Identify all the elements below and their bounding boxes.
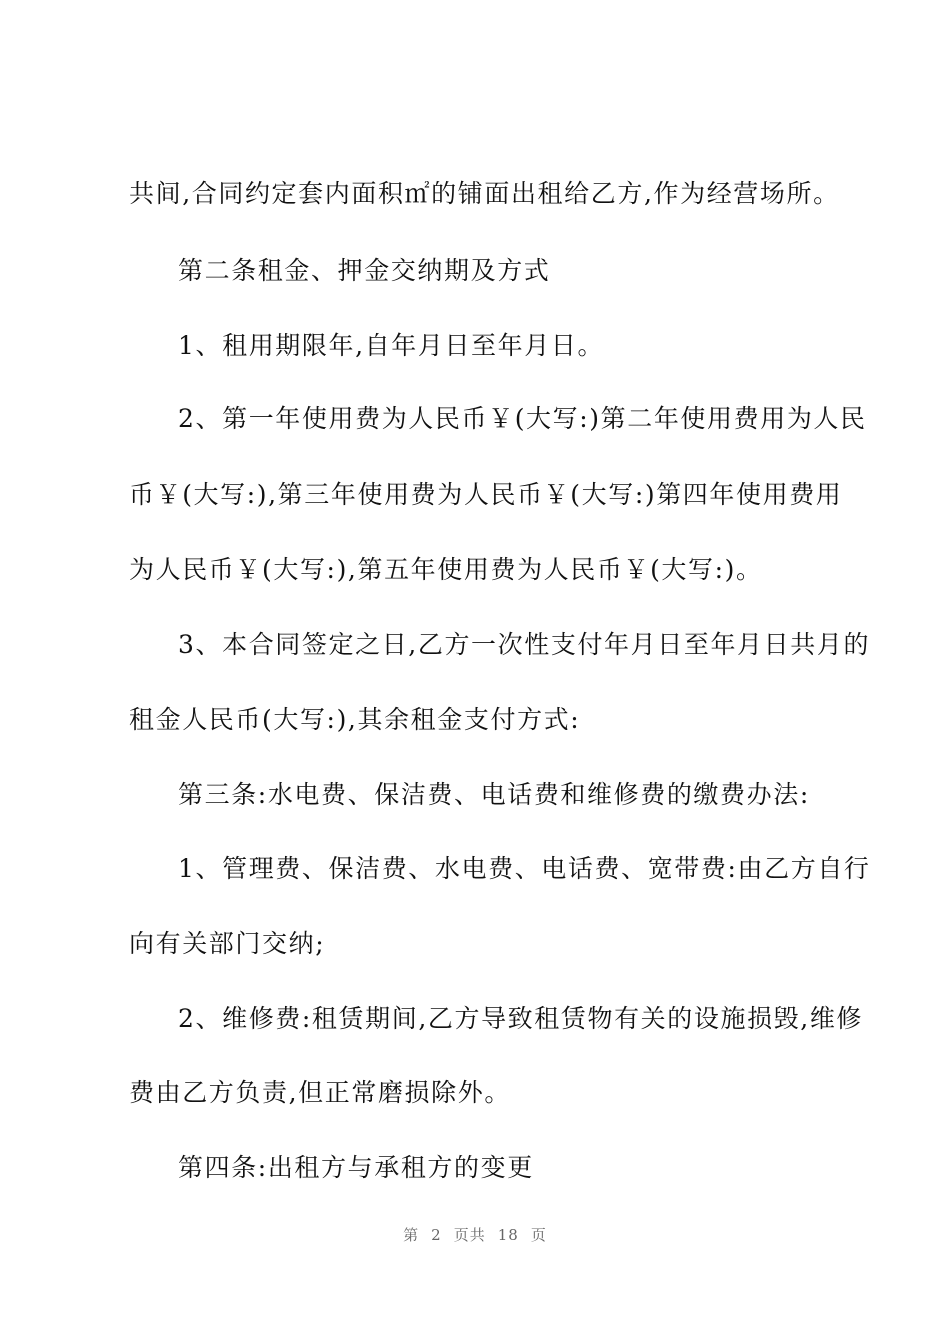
paragraph-line: 2、第一年使用费为人民币￥(大写:)第二年使用费用为人民 — [178, 404, 867, 433]
paragraph-line: 向有关部门交纳; — [129, 929, 326, 958]
footer-middle: 页共 — [453, 1226, 486, 1244]
paragraph-line: 2、维修费:租赁期间,乙方导致租赁物有关的设施损毁,维修 — [178, 1004, 864, 1033]
paragraph-line: 1、租用期限年,自年月日至年月日。 — [178, 331, 605, 360]
footer-total-pages: 18 — [497, 1226, 519, 1244]
section-heading: 第四条:出租方与承租方的变更 — [178, 1153, 534, 1182]
section-heading: 第三条:水电费、保洁费、电话费和维修费的缴费办法: — [178, 780, 810, 809]
paragraph-line: 租金人民币(大写:),其余租金支付方式: — [129, 705, 581, 734]
paragraph-line: 3、本合同签定之日,乙方一次性支付年月日至年月日共月的 — [178, 630, 871, 659]
paragraph-line: 币￥(大写:),第三年使用费为人民币￥(大写:)第四年使用费用 — [129, 480, 843, 509]
paragraph-line: 为人民币￥(大写:),第五年使用费为人民币￥(大写:)。 — [129, 555, 763, 584]
paragraph-line: 共间,合同约定套内面积㎡的铺面出租给乙方,作为经营场所。 — [129, 179, 840, 208]
page-number-footer — [0, 1224, 950, 1245]
section-heading: 第二条租金、押金交纳期及方式 — [178, 256, 551, 285]
footer-page-number: 2 — [431, 1226, 442, 1244]
footer-prefix: 第 — [403, 1226, 420, 1244]
footer-suffix: 页 — [530, 1226, 547, 1244]
paragraph-line: 费由乙方负责,但正常磨损除外。 — [129, 1078, 511, 1107]
paragraph-line: 1、管理费、保洁费、水电费、电话费、宽带费:由乙方自行 — [178, 854, 871, 883]
